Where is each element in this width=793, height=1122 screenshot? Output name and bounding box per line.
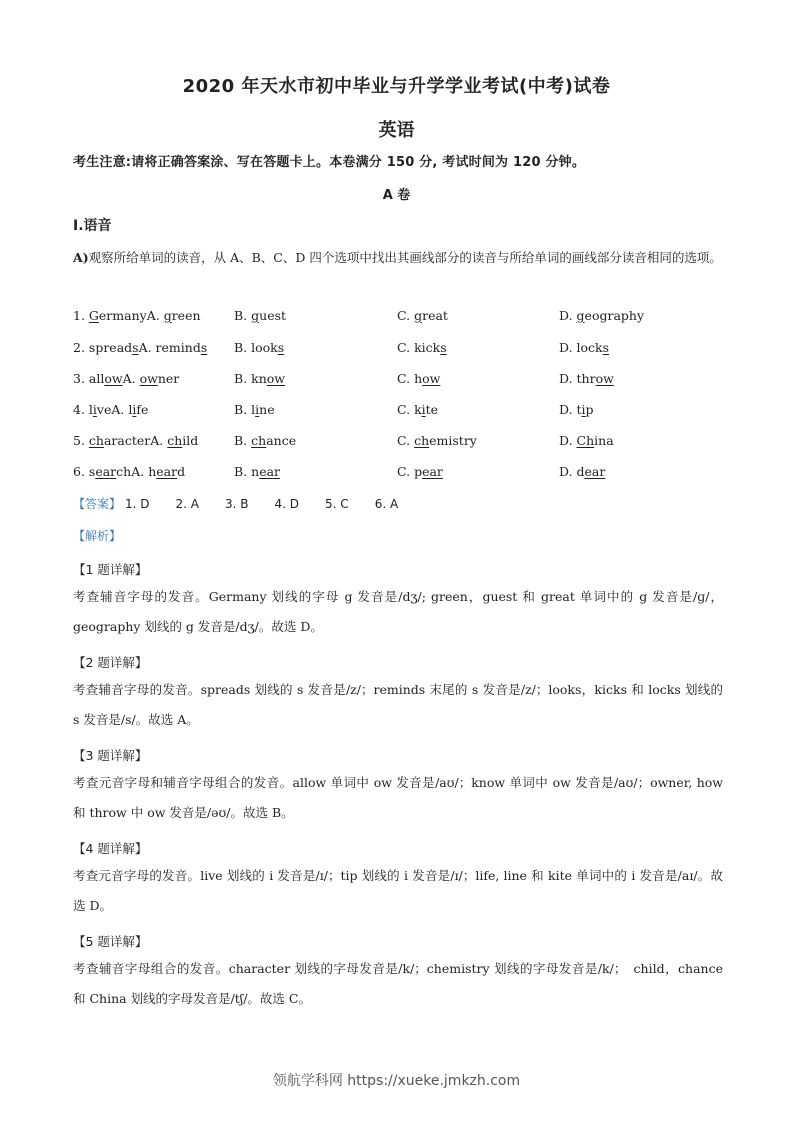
section-instruction: [73, 243, 723, 273]
detail-explanation: 考查辅音字母的发音。Germany 划线的字母 g 发音是/dʒ/; green，guest 和 great 单词中的 g 发音是/ɡ/，geography 划线的 g 发音是/dʒ/。故选 D。: [73, 589, 723, 634]
option-c: C. chemistry: [397, 433, 477, 448]
option-d: D. throw: [559, 371, 614, 386]
question-row: [73, 433, 723, 453]
detail-heading: 【2 题详解】: [73, 655, 148, 670]
detail-heading: 【5 题详解】: [73, 934, 148, 949]
detail-explanation: 考查辅音字母的发音。spreads 划线的 s 发音是/z/；reminds 末尾的 s 发音是/z/；looks，kicks 和 locks 划线的 s 发音是/s/。故选 A。: [73, 682, 723, 727]
question-stem-and-option-a: [73, 340, 207, 355]
question-row: [73, 402, 723, 422]
detail-explanation: 考查辅音字母组合的发音。character 划线的字母发音是/k/；chemistry 划线的字母发音是/k/； child，chance 和 China 划线的字母发音是/tʃ/。故选 C。: [73, 961, 723, 1006]
option-d: D. China: [559, 433, 614, 448]
analysis-tag: 【解析】: [73, 529, 122, 543]
question-stem: 5. character: [73, 433, 151, 448]
option-c: C. kicks: [397, 340, 447, 355]
option-b: B. looks: [234, 340, 285, 355]
exam-title: 2020 年天水市初中毕业与升学学业考试(中考)试卷: [182, 76, 611, 97]
option-a: A. green: [146, 308, 201, 323]
instruction-text: 观察所给单词的读音，从 A、B、C、D 四个选项中找出其画线部分的读音与所给单词的画线部分读音相同的选项。: [88, 250, 722, 265]
answer-item: 2. A: [175, 497, 200, 511]
question-stem: 3. allow: [73, 371, 123, 386]
section-heading: I.语音: [73, 218, 112, 234]
detail-heading: 【3 题详解】: [73, 748, 148, 763]
question-stem: 1. Germany: [73, 308, 147, 323]
option-b: B. chance: [234, 433, 297, 448]
question-row: [73, 340, 723, 360]
question-row: [73, 308, 723, 328]
instruction-label: A): [73, 250, 89, 265]
volume-label: A 卷: [382, 188, 411, 203]
detail-explanation: 考查元音字母的发音。live 划线的 i 发音是/ɪ/；tip 划线的 i 发音是/ɪ/；life, line 和 kite 单词中的 i 发音是/aɪ/。故选 D。: [73, 868, 723, 913]
answer-item: 5. C: [325, 497, 349, 511]
answer-items: [121, 497, 398, 511]
option-a: A. child: [150, 433, 199, 448]
detail-heading: 【4 题详解】: [73, 841, 148, 856]
question-stem: 4. live: [73, 402, 112, 417]
option-b: B. line: [234, 402, 275, 417]
option-d: D. geography: [559, 308, 645, 323]
option-c: C. pear: [397, 464, 443, 479]
exam-subject: 英语: [378, 120, 415, 141]
answer-tag: 【答案】: [73, 497, 122, 511]
answer-item: 1. D: [125, 497, 150, 511]
question-row: [73, 371, 723, 391]
answer-line: [73, 495, 398, 512]
answer-item: 4. D: [274, 497, 300, 511]
exam-notice: 考生注意:请将正确答案涂、写在答题卡上。本卷满分 150 分, 考试时间为 120 分钟。: [73, 155, 586, 170]
option-b: B. near: [234, 464, 281, 479]
page-footer: 领航学科网 https://xueke.jmkzh.com: [272, 1073, 521, 1089]
answer-item: 3. B: [225, 497, 249, 511]
option-a: A. reminds: [138, 340, 208, 355]
question-stem-and-option-a: [73, 402, 148, 417]
option-c: C. how: [397, 371, 441, 386]
answer-item: 6. A: [374, 497, 399, 511]
option-a: A. life: [111, 402, 149, 417]
question-stem-and-option-a: [73, 433, 198, 448]
option-b: B. guest: [234, 308, 287, 323]
question-row: [73, 464, 723, 484]
detail-explanation: 考查元音字母和辅音字母组合的发音。allow 单词中 ow 发音是/aʊ/；know 单词中 ow 发音是/aʊ/；owner, how 和 throw 中 ow 发音是/əʊ/。故选 B。: [73, 775, 723, 820]
option-b: B. know: [234, 371, 285, 386]
detail-heading: 【1 题详解】: [73, 562, 148, 577]
option-a: A. heard: [131, 464, 186, 479]
question-stem-and-option-a: [73, 371, 179, 386]
question-stem-and-option-a: [73, 308, 201, 323]
option-a: A. owner: [122, 371, 180, 386]
option-d: D. locks: [559, 340, 610, 355]
question-stem: 2. spreads: [73, 340, 139, 355]
option-d: D. tip: [559, 402, 594, 417]
question-stem: 6. search: [73, 464, 132, 479]
option-d: D. dear: [559, 464, 606, 479]
question-stem-and-option-a: [73, 464, 185, 479]
option-c: C. kite: [397, 402, 439, 417]
option-c: C. great: [397, 308, 448, 323]
